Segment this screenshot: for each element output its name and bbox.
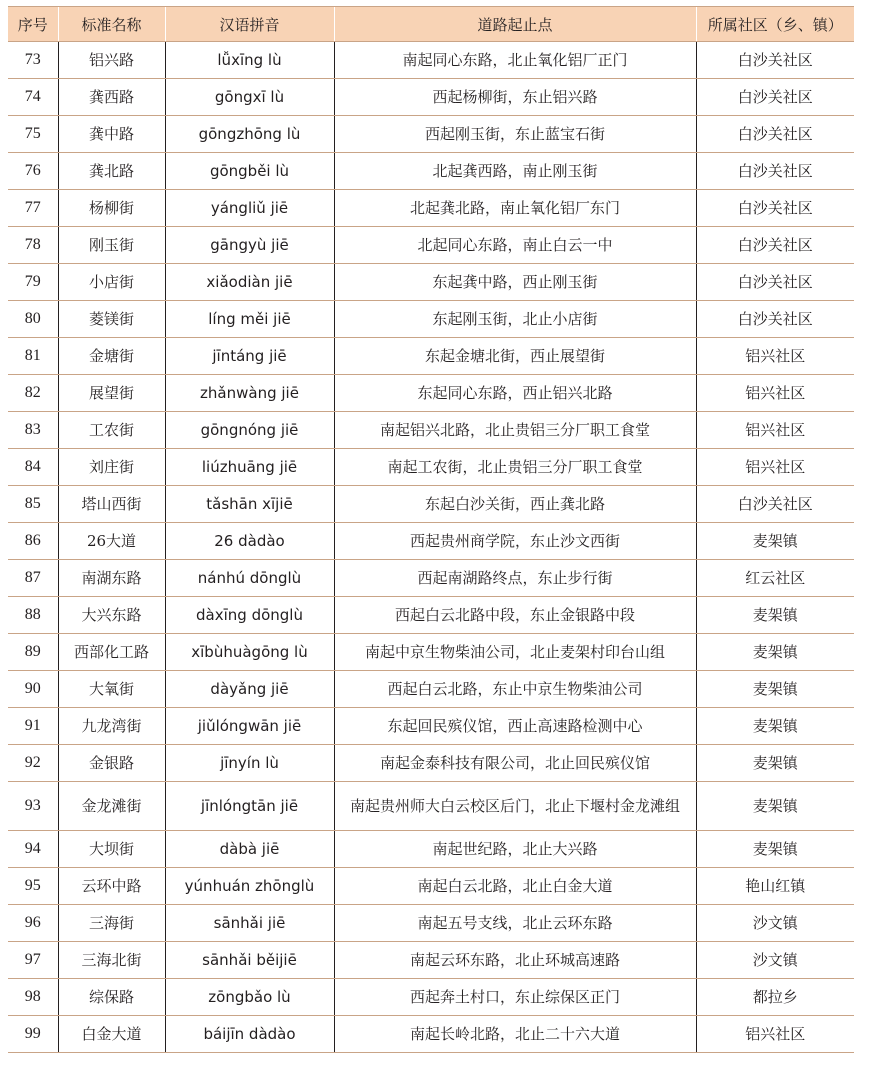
road-endpoints-cell: 西起杨柳街，东止铝兴路: [334, 79, 696, 116]
header-road-endpoints: 道路起止点: [334, 7, 696, 42]
pinyin-cell: gōngběi lù: [165, 153, 334, 190]
community-cell: 白沙关社区: [696, 153, 854, 190]
table-row: [8, 905, 854, 942]
standard-name-cell: 龚中路: [58, 116, 165, 153]
pinyin-cell: xībùhuàgōng lù: [165, 634, 334, 671]
serial-number-cell: 86: [8, 523, 58, 560]
pinyin-cell: jīnyín lù: [165, 745, 334, 782]
standard-name-cell: 三海街: [58, 905, 165, 942]
road-endpoints-cell: 北起同心东路，南止白云一中: [334, 227, 696, 264]
community-cell: 麦架镇: [696, 597, 854, 634]
community-cell: 麦架镇: [696, 708, 854, 745]
pinyin-cell: gōngzhōng lù: [165, 116, 334, 153]
road-endpoints-cell: 西起刚玉街，东止蓝宝石街: [334, 116, 696, 153]
standard-name-cell: 刚玉街: [58, 227, 165, 264]
serial-number-cell: 85: [8, 486, 58, 523]
pinyin-cell: dàyǎng jiē: [165, 671, 334, 708]
road-endpoints-cell: 南起白云北路，北止白金大道: [334, 868, 696, 905]
standard-name-cell: 塔山西街: [58, 486, 165, 523]
serial-number-cell: 76: [8, 153, 58, 190]
pinyin-cell: gōngnóng jiē: [165, 412, 334, 449]
standard-name-cell: 龚西路: [58, 79, 165, 116]
table-row: [8, 523, 854, 560]
serial-number-cell: 97: [8, 942, 58, 979]
header-serial-number: 序号: [8, 7, 58, 42]
serial-number-cell: 84: [8, 449, 58, 486]
serial-number-cell: 95: [8, 868, 58, 905]
serial-number-cell: 78: [8, 227, 58, 264]
standard-name-cell: 杨柳街: [58, 190, 165, 227]
pinyin-cell: gōngxī lù: [165, 79, 334, 116]
table-row: [8, 745, 854, 782]
serial-number-cell: 87: [8, 560, 58, 597]
table-row: [8, 264, 854, 301]
serial-number-cell: 79: [8, 264, 58, 301]
table-row: [8, 942, 854, 979]
table-row: [8, 560, 854, 597]
pinyin-cell: jiǔlóngwān jiē: [165, 708, 334, 745]
road-endpoints-cell: 南起贵州师大白云校区后门，北止下堰村金龙滩组: [334, 782, 696, 831]
serial-number-cell: 91: [8, 708, 58, 745]
serial-number-cell: 77: [8, 190, 58, 227]
community-cell: 艳山红镇: [696, 868, 854, 905]
standard-name-cell: 西部化工路: [58, 634, 165, 671]
community-cell: 白沙关社区: [696, 264, 854, 301]
standard-name-cell: 白金大道: [58, 1016, 165, 1053]
road-endpoints-cell: 南起云环东路，北止环城高速路: [334, 942, 696, 979]
road-endpoints-cell: 西起奔土村口，东止综保区正门: [334, 979, 696, 1016]
road-endpoints-cell: 南起铝兴北路，北止贵铝三分厂职工食堂: [334, 412, 696, 449]
community-cell: 麦架镇: [696, 634, 854, 671]
road-names-table-page: [8, 6, 854, 1053]
community-cell: 铝兴社区: [696, 449, 854, 486]
community-cell: 白沙关社区: [696, 227, 854, 264]
table-row: [8, 227, 854, 264]
community-cell: 都拉乡: [696, 979, 854, 1016]
pinyin-cell: dàxīng dōnglù: [165, 597, 334, 634]
road-endpoints-cell: 西起贵州商学院，东止沙文西街: [334, 523, 696, 560]
community-cell: 白沙关社区: [696, 190, 854, 227]
header-standard-name: 标准名称: [58, 7, 165, 42]
community-cell: 白沙关社区: [696, 79, 854, 116]
serial-number-cell: 82: [8, 375, 58, 412]
pinyin-cell: dàbà jiē: [165, 831, 334, 868]
road-endpoints-cell: 南起同心东路，北止氧化铝厂正门: [334, 42, 696, 79]
serial-number-cell: 93: [8, 782, 58, 831]
community-cell: 麦架镇: [696, 671, 854, 708]
pinyin-cell: tǎshān xījiē: [165, 486, 334, 523]
road-endpoints-cell: 南起金泰科技有限公司，北止回民殡仪馆: [334, 745, 696, 782]
pinyin-cell: yángliǔ jiē: [165, 190, 334, 227]
table-row: [8, 190, 854, 227]
pinyin-cell: nánhú dōnglù: [165, 560, 334, 597]
table-row: [8, 634, 854, 671]
road-endpoints-cell: 南起长岭北路，北止二十六大道: [334, 1016, 696, 1053]
community-cell: 沙文镇: [696, 905, 854, 942]
table-row: [8, 412, 854, 449]
pinyin-cell: lǚxīng lù: [165, 42, 334, 79]
serial-number-cell: 75: [8, 116, 58, 153]
community-cell: 白沙关社区: [696, 301, 854, 338]
table-row: [8, 153, 854, 190]
pinyin-cell: xiǎodiàn jiē: [165, 264, 334, 301]
standard-name-cell: 大氧街: [58, 671, 165, 708]
table-row: [8, 1016, 854, 1053]
standard-name-cell: 龚北路: [58, 153, 165, 190]
standard-name-cell: 菱镁街: [58, 301, 165, 338]
standard-name-cell: 展望街: [58, 375, 165, 412]
header-community: 所属社区（乡、镇）: [696, 7, 854, 42]
community-cell: 白沙关社区: [696, 42, 854, 79]
serial-number-cell: 94: [8, 831, 58, 868]
community-cell: 麦架镇: [696, 831, 854, 868]
table-body: [8, 42, 854, 1053]
table-row: [8, 671, 854, 708]
table-row: [8, 42, 854, 79]
serial-number-cell: 99: [8, 1016, 58, 1053]
community-cell: 白沙关社区: [696, 116, 854, 153]
serial-number-cell: 89: [8, 634, 58, 671]
standard-name-cell: 金塘街: [58, 338, 165, 375]
table-row: [8, 708, 854, 745]
community-cell: 红云社区: [696, 560, 854, 597]
standard-name-cell: 九龙湾街: [58, 708, 165, 745]
table-header-row: [8, 7, 854, 42]
standard-name-cell: 26大道: [58, 523, 165, 560]
road-endpoints-cell: 西起白云北路，东止中京生物柴油公司: [334, 671, 696, 708]
pinyin-cell: jīntáng jiē: [165, 338, 334, 375]
standard-name-cell: 大兴东路: [58, 597, 165, 634]
community-cell: 沙文镇: [696, 942, 854, 979]
table-row: [8, 979, 854, 1016]
community-cell: 麦架镇: [696, 782, 854, 831]
table-row: [8, 301, 854, 338]
pinyin-cell: liúzhuāng jiē: [165, 449, 334, 486]
serial-number-cell: 80: [8, 301, 58, 338]
road-endpoints-cell: 西起白云北路中段，东止金银路中段: [334, 597, 696, 634]
pinyin-cell: zōngbǎo lù: [165, 979, 334, 1016]
community-cell: 铝兴社区: [696, 1016, 854, 1053]
road-endpoints-cell: 南起五号支线，北止云环东路: [334, 905, 696, 942]
standard-name-cell: 小店街: [58, 264, 165, 301]
standard-name-cell: 综保路: [58, 979, 165, 1016]
standard-name-cell: 南湖东路: [58, 560, 165, 597]
road-endpoints-cell: 南起世纪路，北止大兴路: [334, 831, 696, 868]
community-cell: 麦架镇: [696, 523, 854, 560]
table-row: [8, 782, 854, 831]
serial-number-cell: 88: [8, 597, 58, 634]
road-endpoints-cell: 西起南湖路终点，东止步行街: [334, 560, 696, 597]
pinyin-cell: yúnhuán zhōnglù: [165, 868, 334, 905]
pinyin-cell: jīnlóngtān jiē: [165, 782, 334, 831]
serial-number-cell: 83: [8, 412, 58, 449]
table-row: [8, 449, 854, 486]
table-row: [8, 486, 854, 523]
road-endpoints-cell: 东起刚玉街，北止小店街: [334, 301, 696, 338]
table-row: [8, 79, 854, 116]
pinyin-cell: 26 dàdào: [165, 523, 334, 560]
table-row: [8, 375, 854, 412]
serial-number-cell: 90: [8, 671, 58, 708]
community-cell: 麦架镇: [696, 745, 854, 782]
serial-number-cell: 81: [8, 338, 58, 375]
road-endpoints-cell: 东起金塘北街，西止展望街: [334, 338, 696, 375]
pinyin-cell: zhǎnwàng jiē: [165, 375, 334, 412]
table-row: [8, 597, 854, 634]
pinyin-cell: sānhǎi běijiē: [165, 942, 334, 979]
road-endpoints-cell: 东起回民殡仪馆，西止高速路检测中心: [334, 708, 696, 745]
pinyin-cell: gāngyù jiē: [165, 227, 334, 264]
road-endpoints-cell: 南起中京生物柴油公司，北止麦架村印台山组: [334, 634, 696, 671]
serial-number-cell: 73: [8, 42, 58, 79]
header-pinyin: 汉语拼音: [165, 7, 334, 42]
road-endpoints-cell: 东起同心东路，西止铝兴北路: [334, 375, 696, 412]
road-endpoints-cell: 北起龚北路，南止氧化铝厂东门: [334, 190, 696, 227]
road-endpoints-cell: 南起工农街，北止贵铝三分厂职工食堂: [334, 449, 696, 486]
serial-number-cell: 98: [8, 979, 58, 1016]
standard-name-cell: 金银路: [58, 745, 165, 782]
table-row: [8, 868, 854, 905]
community-cell: 铝兴社区: [696, 412, 854, 449]
pinyin-cell: sānhǎi jiē: [165, 905, 334, 942]
standard-name-cell: 刘庄街: [58, 449, 165, 486]
standard-name-cell: 云环中路: [58, 868, 165, 905]
road-endpoints-cell: 北起龚西路，南止刚玉街: [334, 153, 696, 190]
road-names-table: [8, 6, 854, 1053]
table-row: [8, 338, 854, 375]
road-endpoints-cell: 东起龚中路，西止刚玉街: [334, 264, 696, 301]
standard-name-cell: 金龙滩街: [58, 782, 165, 831]
standard-name-cell: 大坝街: [58, 831, 165, 868]
table-row: [8, 831, 854, 868]
serial-number-cell: 74: [8, 79, 58, 116]
serial-number-cell: 92: [8, 745, 58, 782]
standard-name-cell: 三海北街: [58, 942, 165, 979]
community-cell: 铝兴社区: [696, 338, 854, 375]
standard-name-cell: 工农街: [58, 412, 165, 449]
road-endpoints-cell: 东起白沙关街，西止龚北路: [334, 486, 696, 523]
pinyin-cell: báijīn dàdào: [165, 1016, 334, 1053]
pinyin-cell: líng měi jiē: [165, 301, 334, 338]
serial-number-cell: 96: [8, 905, 58, 942]
standard-name-cell: 铝兴路: [58, 42, 165, 79]
table-row: [8, 116, 854, 153]
community-cell: 铝兴社区: [696, 375, 854, 412]
community-cell: 白沙关社区: [696, 486, 854, 523]
